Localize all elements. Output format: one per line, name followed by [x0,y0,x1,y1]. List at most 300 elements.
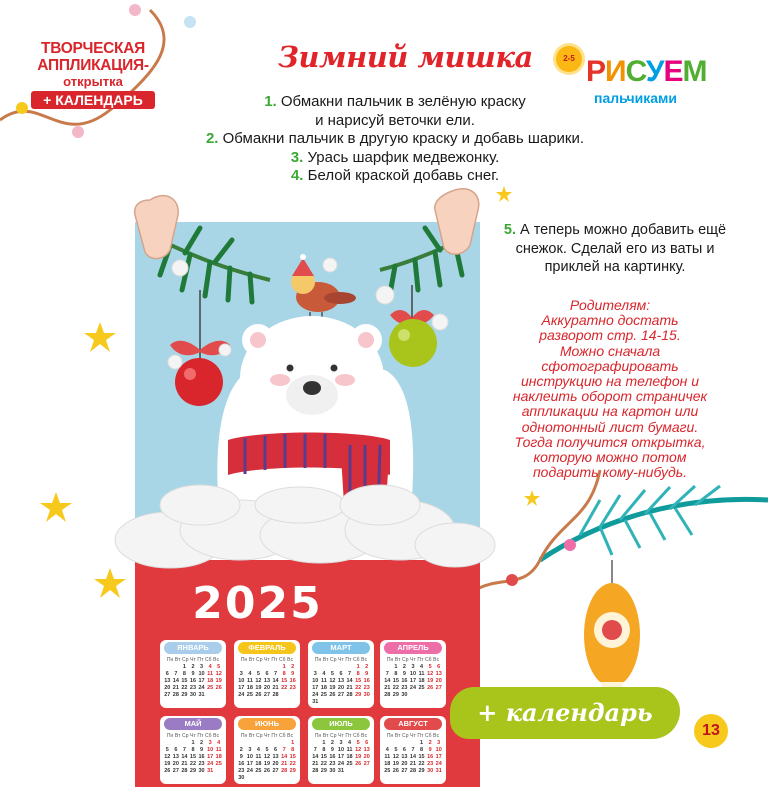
day-cell: 25 [346,761,353,767]
month-days [383,740,443,774]
day-cell: 18 [384,761,391,767]
day-cell: 6 [437,664,441,670]
day-cell: 7 [411,747,415,753]
day-cell: 9 [402,671,406,677]
month-card [380,640,446,708]
day-cell: 24 [435,761,442,767]
day-cell: 28 [312,768,319,774]
day-blank [254,664,263,670]
day-cell: 29 [418,768,425,774]
day-cell: 22 [189,761,197,767]
day-cell: 5 [356,740,360,746]
step-text: Белой краской добавь снег. [307,167,500,184]
note-line: наклеить оборот страничек [512,388,708,405]
day-cell: 2 [402,664,406,670]
day-blank [180,740,189,746]
day-cell: 15 [355,678,362,684]
day-cell: 29 [181,692,188,698]
day-blank [172,664,181,670]
day-cell: 1 [394,664,398,670]
day-cell: 13 [435,671,442,677]
day-cell: 25 [418,685,425,691]
parents-note [485,298,735,480]
day-blank [237,740,246,746]
day-cell: 25 [207,685,214,691]
day-cell: 5 [217,664,221,670]
day-cell: 3 [208,740,212,746]
day-cell: 11 [320,678,327,684]
note-line: аппликации на картон или [521,403,699,420]
day-cell: 16 [189,678,197,684]
day-cell: 3 [248,747,252,753]
day-cell: 10 [337,747,345,753]
day-cell: 9 [239,754,243,760]
day-cell: 7 [282,747,286,753]
brand-letter: У [645,55,664,88]
day-cell: 10 [246,754,253,760]
day-cell: 4 [208,664,212,670]
day-cell: 5 [165,747,169,753]
day-cell: 26 [255,692,262,698]
day-cell: 17 [435,754,442,760]
day-cell: 15 [392,678,399,684]
day-cell: 20 [263,685,271,691]
day-cell: 28 [281,768,288,774]
day-cell: 1 [420,740,424,746]
month-card [160,716,226,784]
badge-line: + КАЛЕНДАРЬ [31,91,155,109]
day-cell: 23 [401,685,408,691]
brand-letter: И [605,55,626,88]
day-cell: 1 [182,664,186,670]
day-cell: 12 [164,754,171,760]
weekday-header: Пн Вт Ср Чт Пт Сб Вс [386,657,440,663]
day-cell: 18 [255,761,262,767]
day-blank [409,740,418,746]
day-blank [328,664,337,670]
note-line: Можно сначала [559,342,661,359]
day-cell: 29 [289,768,296,774]
day-blank [400,740,409,746]
day-blank [280,740,289,746]
day-cell: 2 [239,747,243,753]
day-cell: 17 [337,754,345,760]
day-cell: 22 [418,761,425,767]
day-cell: 3 [313,671,317,677]
day-blank [271,740,280,746]
instruction-step [160,167,630,186]
day-cell: 7 [348,671,352,677]
day-cell: 2 [365,664,369,670]
weekday-header: Пн Вт Ср Чт Пт Сб Вс [386,733,440,739]
day-cell: 9 [191,671,195,677]
day-cell: 13 [164,678,171,684]
day-cell: 25 [255,768,262,774]
day-cell: 26 [215,685,222,691]
day-blank [246,740,255,746]
day-cell: 10 [238,678,245,684]
brand-word [586,56,707,88]
day-cell: 31 [435,768,442,774]
day-cell: 13 [337,678,345,684]
day-cell: 28 [181,768,188,774]
day-cell: 18 [207,678,214,684]
day-cell: 23 [427,761,434,767]
day-cell: 9 [291,671,295,677]
day-cell: 19 [255,685,262,691]
day-cell: 27 [172,768,179,774]
day-blank [271,664,280,670]
day-cell: 29 [320,768,327,774]
day-cell: 27 [363,761,370,767]
day-blank [163,740,172,746]
day-cell: 13 [401,754,408,760]
day-cell: 15 [189,754,197,760]
day-cell: 20 [363,754,370,760]
brand-letter: С [625,55,646,88]
day-cell: 19 [263,761,271,767]
month-name: АПРЕЛЬ [384,642,442,654]
day-cell: 26 [263,768,271,774]
day-cell: 17 [238,685,245,691]
day-cell: 9 [330,747,334,753]
day-cell: 22 [355,685,362,691]
month-name: ЯНВАРЬ [164,642,222,654]
day-cell: 31 [207,768,214,774]
day-cell: 22 [289,761,296,767]
badge-line: ТВОРЧЕСКАЯ [41,40,145,57]
day-blank [246,664,255,670]
note-line: Тогда получится открытка, [514,433,706,450]
day-cell: 8 [420,747,424,753]
day-cell: 2 [291,664,295,670]
day-cell: 12 [427,671,434,677]
day-cell: 31 [198,692,205,698]
day-cell: 11 [255,754,262,760]
day-cell: 16 [363,678,370,684]
day-blank [172,740,181,746]
weekday-header: Пн Вт Ср Чт Пт Сб Вс [240,733,294,739]
step-text: приклей на картинку. [544,259,686,275]
month-days [237,664,297,698]
day-cell: 20 [172,761,179,767]
day-cell: 21 [409,761,417,767]
day-cell: 23 [189,685,197,691]
day-cell: 15 [181,678,188,684]
day-cell: 3 [339,740,343,746]
day-cell: 6 [402,747,406,753]
day-cell: 19 [164,761,171,767]
day-cell: 17 [312,685,319,691]
calendar-year: 2025 [192,578,323,629]
day-cell: 30 [401,692,408,698]
day-cell: 26 [392,768,399,774]
day-cell: 12 [215,671,222,677]
day-cell: 12 [255,678,262,684]
step-number: 1. [264,93,277,110]
day-cell: 5 [256,671,260,677]
day-cell: 21 [272,685,279,691]
bear-nose-icon [303,381,321,395]
ornament-icon [389,319,437,367]
day-cell: 10 [207,747,214,753]
instruction-step [160,149,630,168]
day-cell: 8 [356,671,360,677]
day-cell: 30 [238,775,245,781]
hat-icon [292,258,314,276]
day-cell: 20 [337,685,345,691]
note-line: однотонный лист бумаги. [521,418,699,435]
day-cell: 23 [329,761,336,767]
day-cell: 19 [215,678,222,684]
day-cell: 16 [238,761,245,767]
day-cell: 26 [355,761,362,767]
day-cell: 22 [320,761,327,767]
ornament-icon [175,358,223,406]
day-cell: 26 [329,692,336,698]
day-cell: 14 [281,754,288,760]
day-cell: 14 [181,754,188,760]
day-cell: 18 [246,685,253,691]
day-cell: 5 [265,747,269,753]
month-card [234,640,300,708]
day-cell: 8 [291,747,295,753]
month-card [308,640,374,708]
day-cell: 7 [174,671,178,677]
day-cell: 23 [289,685,296,691]
day-cell: 7 [385,671,389,677]
day-cell: 16 [198,754,205,760]
day-cell: 11 [215,747,222,753]
day-cell: 14 [312,754,319,760]
day-cell: 7 [313,747,317,753]
day-cell: 17 [207,754,214,760]
brand-letter: Е [663,55,683,88]
day-cell: 2 [191,664,195,670]
day-cell: 16 [289,678,296,684]
day-cell: 28 [384,692,391,698]
day-cell: 23 [238,768,245,774]
note-line: сфотографировать [541,357,679,374]
weekday-header: Пн Вт Ср Чт Пт Сб Вс [314,657,368,663]
day-cell: 30 [363,692,370,698]
day-cell: 27 [164,692,171,698]
day-cell: 31 [312,699,319,705]
day-cell: 19 [427,678,434,684]
day-cell: 24 [337,761,345,767]
day-cell: 24 [238,692,245,698]
note-line: разворот стр. 14-15. [539,327,681,344]
month-name: ФЕВРАЛЬ [238,642,296,654]
hand-icon [435,189,479,254]
day-cell: 15 [320,754,327,760]
day-cell: 12 [355,747,362,753]
day-cell: 12 [392,754,399,760]
day-cell: 4 [248,671,252,677]
step-text: А теперь можно добавить ещё [520,222,727,238]
day-cell: 21 [172,685,179,691]
month-name: АВГУСТ [384,718,442,730]
badge-line: АППЛИКАЦИЯ- [37,57,149,74]
day-cell: 28 [272,692,279,698]
plus-calendar-label: + календарь [450,687,680,739]
hand-icon [135,196,179,259]
day-cell: 1 [291,740,295,746]
day-cell: 4 [420,664,424,670]
weekday-header: Пн Вт Ср Чт Пт Сб Вс [166,657,220,663]
day-cell: 11 [246,678,253,684]
day-cell: 22 [281,685,288,691]
day-cell: 19 [355,754,362,760]
month-days [163,664,223,698]
day-cell: 20 [401,761,408,767]
day-cell: 13 [363,747,370,753]
day-cell: 20 [164,685,171,691]
day-cell: 5 [428,664,432,670]
day-cell: 11 [384,754,391,760]
day-cell: 21 [312,761,319,767]
day-cell: 11 [346,747,353,753]
day-cell: 27 [263,692,271,698]
day-blank [345,664,354,670]
month-days [311,740,371,774]
day-cell: 8 [322,747,326,753]
note-line: подарить кому-нибудь. [532,464,688,481]
step-number: 5. [503,222,516,238]
month-name: ИЮНЬ [238,718,296,730]
day-blank [383,740,392,746]
month-days [163,740,223,774]
day-cell: 6 [339,671,343,677]
day-blank [320,664,329,670]
day-cell: 1 [191,740,195,746]
day-cell: 14 [272,678,279,684]
day-cell: 24 [409,685,417,691]
month-days [237,740,297,781]
instruction-step-5 [484,221,746,277]
day-cell: 4 [217,740,221,746]
day-cell: 1 [322,740,326,746]
day-cell: 2 [330,740,334,746]
day-cell: 2 [428,740,432,746]
brand-letter: М [682,55,707,88]
day-cell: 9 [428,747,432,753]
weekday-header: Пн Вт Ср Чт Пт Сб Вс [166,733,220,739]
note-line: которую можно потом [533,449,687,466]
day-cell: 28 [346,692,353,698]
brand-letter: Р [586,55,606,88]
day-cell: 1 [282,664,286,670]
day-cell: 17 [246,761,253,767]
day-cell: 8 [191,747,195,753]
step-text: и нарисуй веточки ели. [315,111,475,129]
note-line: Родителям: [569,297,651,313]
day-cell: 29 [189,768,197,774]
day-blank [237,664,246,670]
day-blank [163,664,172,670]
day-cell: 16 [427,754,434,760]
instruction-step [160,93,630,112]
page-number: 13 [694,714,728,748]
day-cell: 21 [384,685,391,691]
day-cell: 25 [384,768,391,774]
age-badge-icon: 2-5 [556,46,582,72]
day-cell: 6 [365,740,369,746]
day-cell: 16 [329,754,336,760]
day-cell: 26 [164,768,171,774]
day-blank [263,740,272,746]
day-cell: 5 [394,747,398,753]
day-blank [254,740,263,746]
day-cell: 29 [355,692,362,698]
day-cell: 30 [427,768,434,774]
day-cell: 27 [337,692,345,698]
day-cell: 16 [401,678,408,684]
day-cell: 17 [409,678,417,684]
day-cell: 7 [274,671,278,677]
day-cell: 1 [356,664,360,670]
day-cell: 10 [409,671,417,677]
day-cell: 12 [329,678,336,684]
day-cell: 10 [435,747,442,753]
day-cell: 2 [200,740,204,746]
day-cell: 10 [312,678,319,684]
step-number: 3. [290,148,304,166]
day-cell: 30 [189,692,197,698]
day-cell: 24 [207,761,214,767]
day-cell: 9 [200,747,204,753]
day-cell: 20 [272,761,279,767]
month-card [160,640,226,708]
day-cell: 14 [384,678,391,684]
day-cell: 4 [348,740,352,746]
day-cell: 10 [198,671,205,677]
day-cell: 28 [409,768,417,774]
day-cell: 8 [282,671,286,677]
day-cell: 6 [265,671,269,677]
day-cell: 20 [435,678,442,684]
day-cell: 28 [172,692,179,698]
day-cell: 21 [346,685,353,691]
day-cell: 27 [401,768,408,774]
step-text: Обмакни пальчик в другую краску и добавь шарики. [222,130,585,147]
day-cell: 18 [346,754,353,760]
month-name: ИЮЛЬ [312,718,370,730]
weekday-header: Пн Вт Ср Чт Пт Сб Вс [240,657,294,663]
step-text: Урась шарфик медвежонку. [307,148,500,166]
day-cell: 30 [329,768,336,774]
day-cell: 4 [256,747,260,753]
day-cell: 24 [246,768,253,774]
instruction-step [160,130,630,149]
day-cell: 8 [182,671,186,677]
day-cell: 14 [346,678,353,684]
day-cell: 17 [198,678,205,684]
day-cell: 3 [200,664,204,670]
day-cell: 15 [281,678,288,684]
step-text: Обмакни пальчик в зелёную краску [280,93,526,110]
day-cell: 12 [263,754,271,760]
step-number: 4. [290,167,304,184]
day-cell: 24 [198,685,205,691]
instructions [160,93,630,186]
day-cell: 22 [392,685,399,691]
badge-line: открытка [63,74,123,89]
day-cell: 7 [182,747,186,753]
day-cell: 22 [181,685,188,691]
day-cell: 26 [427,685,434,691]
day-cell: 8 [394,671,398,677]
